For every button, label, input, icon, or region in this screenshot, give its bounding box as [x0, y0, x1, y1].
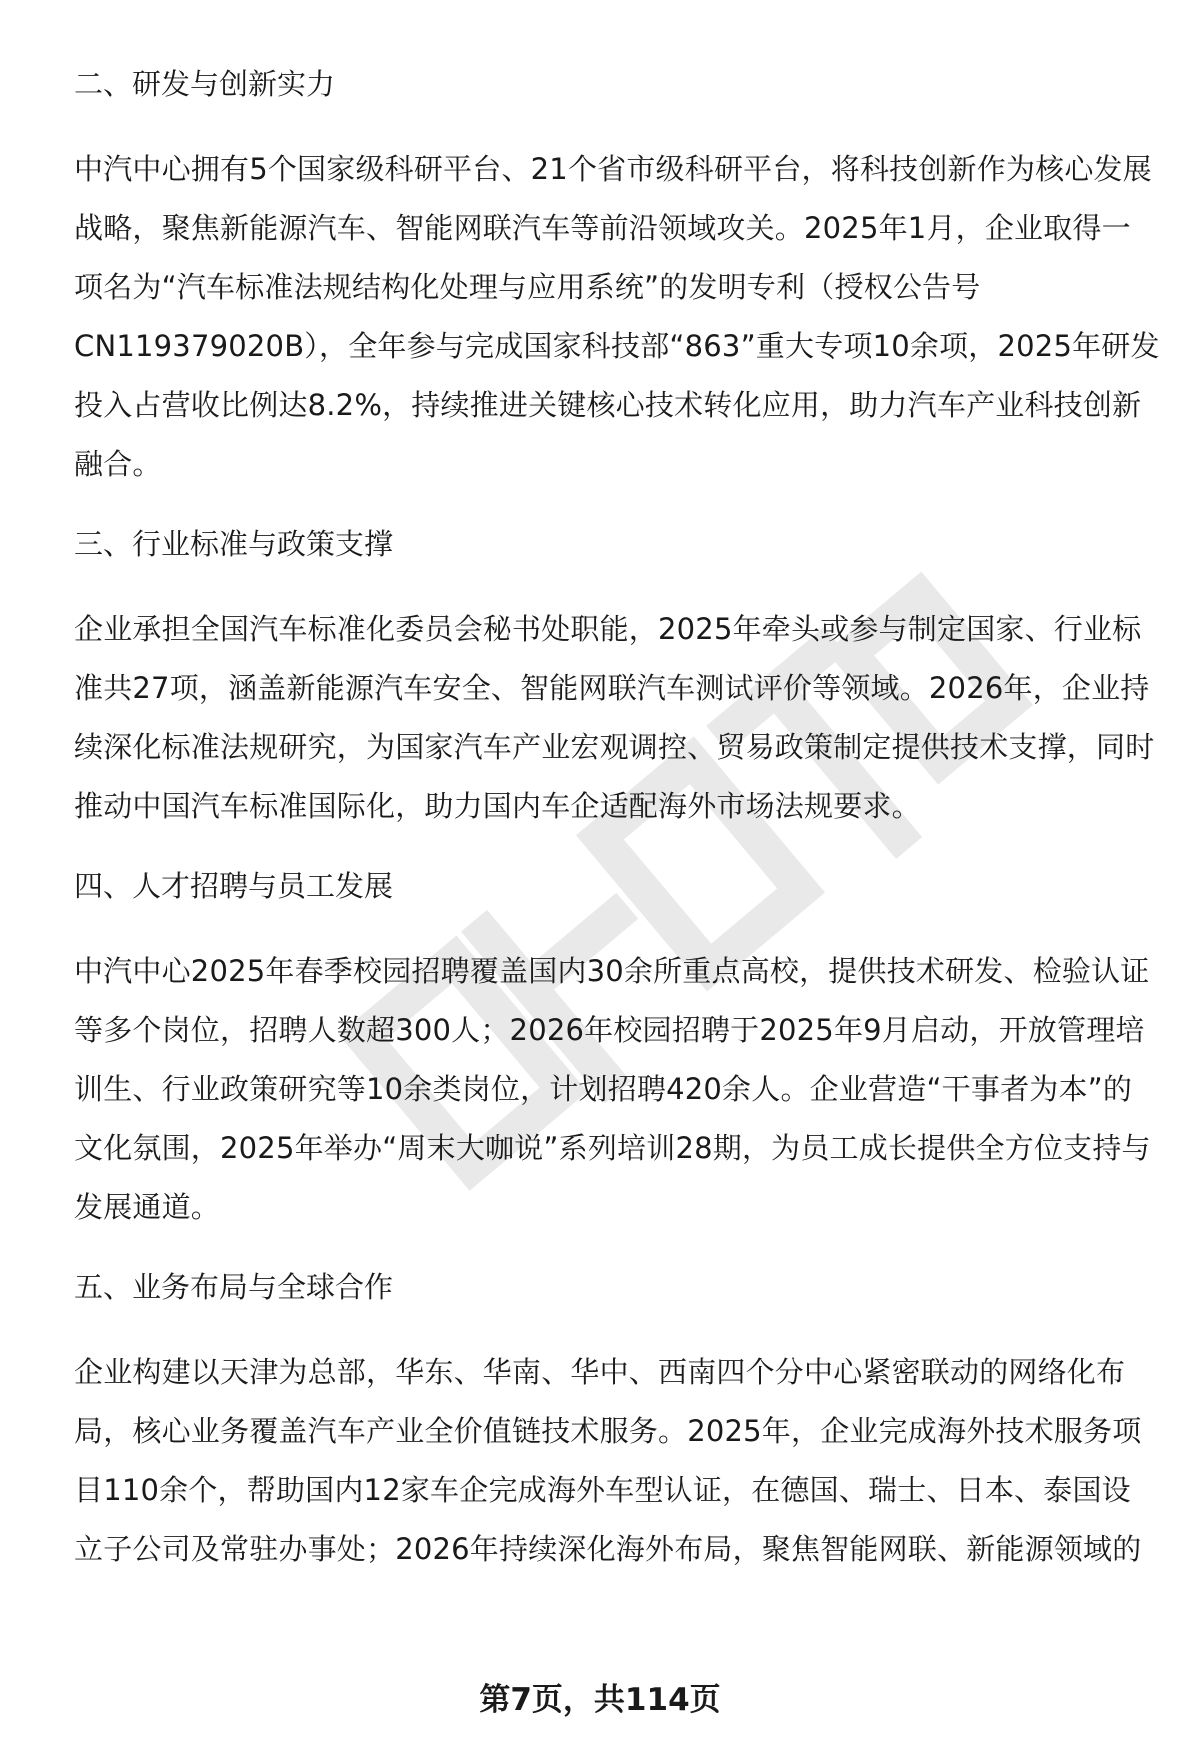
section-paragraph-talent: 中汽中心2025年春季校园招聘覆盖国内30余所重点高校，提供技术研发、检验认证等多个岗位，招聘人数超300人；2026年校园招聘于2025年9月启动，开放管理培训生、行业政策研究等10余类岗位，计划招聘420余人。企业营造“干事者为本”的文化氛围，2025年举办“周末大咖说”系列培训28期，为员工成长提供全方位支持与发展通道。 [74, 954, 1151, 1224]
section-paragraph-business: 企业构建以天津为总部，华东、华南、华中、西南四个分中心紧密联动的网络化布局，核心业务覆盖汽车产业全价值链技术服务。2025年，企业完成海外技术服务项目110余个，帮助国内12家车企完成海外车型认证，在德国、瑞士、日本、泰国设立子公司及常驻办事处；2026年持续深化海外布局，聚焦智能网联、新能源领域的 [74, 1355, 1142, 1566]
section-paragraph-research: 中汽中心拥有5个国家级科研平台、21个省市级科研平台，将科技创新作为核心发展战略，聚焦新能源汽车、智能网联汽车等前沿领域攻关。2025年1月，企业取得一项名为“汽车标准法规结构化处理与应用系统”的发明专利（授权公告号CN119379020B），全年参与完成国家科技部“863”重大专项10余项，2025年研发投入占营收比例达8.2%，持续推进关键核心技术转化应用，助力汽车产业科技创新融合。 [74, 152, 1160, 481]
section-heading-standards: 三、行业标准与政策支撑 [74, 527, 394, 561]
document-body [74, 62, 1160, 1607]
section-heading-research: 二、研发与创新实力 [74, 67, 336, 101]
section-heading-business: 五、业务布局与全球合作 [74, 1270, 394, 1304]
section-paragraph-standards: 企业承担全国汽车标准化委员会秘书处职能，2025年牵头或参与制定国家、行业标准共27项，涵盖新能源汽车安全、智能网联汽车测试评价等领域。2026年，企业持续深化标准法规研究，为国家汽车产业宏观调控、贸易政策制定提供技术支撑，同时推动中国汽车标准国际化，助力国内车企适配海外市场法规要求。 [74, 612, 1155, 823]
page-number: 第7页，共114页 [479, 1682, 721, 1718]
section-heading-talent: 四、人才招聘与员工发展 [74, 869, 394, 903]
